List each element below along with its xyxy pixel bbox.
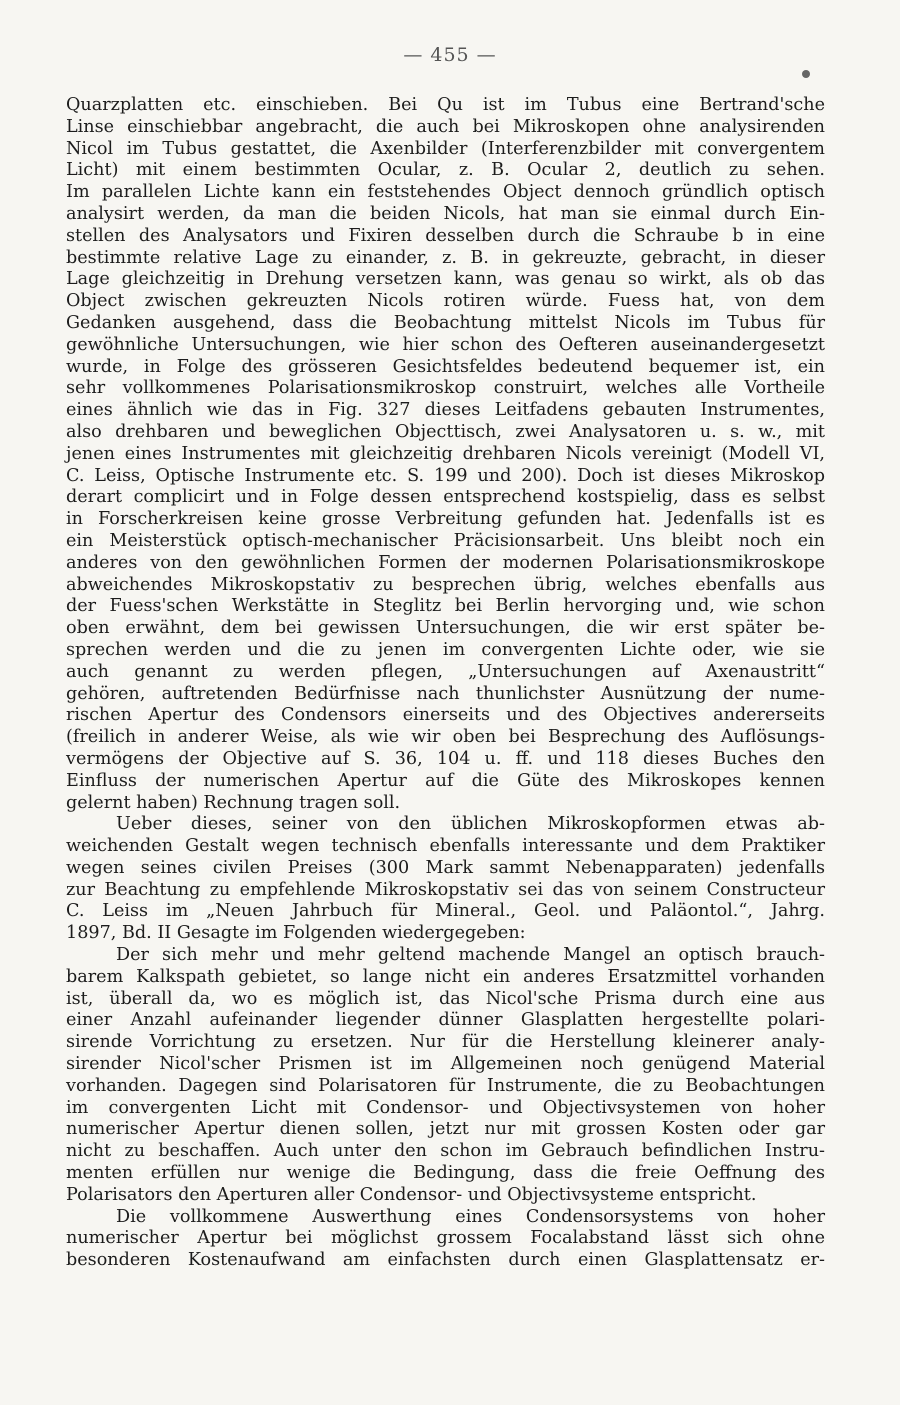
text-line: nicht zu beschaffen. Auch unter den schon im Gebrauch befindlichen Instru- [66,1141,825,1162]
text-line: rischen Apertur des Condensors einerseits und des Objectives andererseits [66,705,825,726]
text-line: Lage gleichzeitig in Drehung versetzen kann, was genau so wirkt, als ob das [66,269,825,290]
text-line: abweichendes Mikroskopstativ zu besprechen übrig, welches ebenfalls aus [66,574,825,595]
text-line: besonderen Kostenaufwand am einfachsten durch einen Glasplattensatz er- [66,1250,825,1271]
text-line: oben erwähnt, dem bei gewissen Untersuchungen, die wir erst später be- [66,618,825,639]
text-line: Einfluss der numerischen Apertur auf die Güte des Mikroskopes kennen [66,770,825,791]
text-line: numerischer Apertur bei möglichst grossem Focalabstand lässt sich ohne [66,1228,825,1249]
text-line: weichenden Gestalt wegen technisch ebenfalls interessante und dem Praktiker [66,836,825,857]
text-line: gewöhnliche Untersuchungen, wie hier schon des Oefteren auseinandergesetzt [66,334,825,355]
text-line: derart complicirt und in Folge dessen entsprechend kostspielig, dass es selbst [66,487,825,508]
text-line: eines ähnlich wie das in Fig. 327 dieses Leitfadens gebauten Instrumentes, [66,400,825,421]
text-line: in Forscherkreisen keine grosse Verbreitung gefunden hat. Jedenfalls ist es [66,509,825,530]
text-line: sprechen werden und die zu jenen im convergenten Lichte oder, wie sie [66,639,825,660]
text-line: 1897, Bd. II Gesagte im Folgenden wiedergegeben: [66,923,526,944]
text-line: sirender Nicol'scher Prismen ist im Allgemeinen noch genügend Material [66,1054,825,1075]
text-line: analysirt werden, da man die beiden Nicols, hat man sie einmal durch Ein- [66,203,825,224]
text-line: stellen des Analysators und Fixiren desselben durch die Schraube b in eine [66,225,825,246]
text-line: Ueber dieses, seiner von den üblichen Mikroskopformen etwas ab- [116,814,825,835]
text-line: barem Kalkspath gebietet, so lange nicht ein anderes Ersatzmittel vorhanden [66,966,825,987]
text-line: C. Leiss, Optische Instrumente etc. S. 199 und 200). Doch ist dieses Mikroskop [66,465,825,486]
text-line: (freilich in anderer Weise, als wie wir oben bei Besprechung des Auflösungs- [66,727,825,748]
text-line: gehören, auftretenden Bedürfnisse nach thunlichster Ausnützung der nume- [66,683,825,704]
text-line: anderes von den gewöhnlichen Formen der modernen Polarisationsmikroskope [66,552,825,573]
text-line: vorhanden. Dagegen sind Polarisatoren für Instrumente, die zu Beobachtungen [66,1075,825,1096]
text-line: der Fuess'schen Werkstätte in Steglitz bei Berlin hervorging und, wie schon [66,596,825,617]
text-line: Object zwischen gekreuzten Nicols rotiren würde. Fuess hat, von dem [66,291,825,312]
body-text [66,95,825,1272]
text-line: sehr vollkommenes Polarisationsmikroskop construirt, welches alle Vortheile [66,378,825,399]
text-line: Der sich mehr und mehr geltend machende Mangel an optisch brauch- [116,945,825,966]
text-line: Die vollkommene Auswerthung eines Condensorsystems von hoher [116,1206,825,1227]
text-line: ist, überall da, wo es möglich ist, das Nicol'sche Prisma durch eine aus [66,988,825,1009]
page-number: — 455 — [403,44,497,66]
text-line: Quarzplatten etc. einschieben. Bei Qu ist im Tubus eine Bertrand'sche [66,95,825,115]
text-line: sirende Vorrichtung zu ersetzen. Nur für die Herstellung kleinerer analy- [66,1032,825,1053]
text-line: also drehbaren und beweglichen Objecttisch, zwei Analysatoren u. s. w., mit [66,421,825,442]
text-line: Polarisators den Aperturen aller Condensor- und Objectivsysteme entspricht. [66,1184,757,1205]
ink-dot [802,70,810,78]
text-line: Nicol im Tubus gestattet, die Axenbilder (Interferenzbilder mit convergentem [66,138,825,159]
text-line: Gedanken ausgehend, dass die Beobachtung mittelst Nicols im Tubus für [66,312,825,333]
text-line: vermögens der Objective auf S. 36, 104 u. ff. und 118 dieses Buches den [66,748,825,769]
text-line: numerischer Apertur dienen sollen, jetzt nur mit grossen Kosten oder gar [66,1119,825,1140]
text-line: bestimmte relative Lage zu einander, z. B. in gekreuzte, gebracht, in dieser [66,247,825,268]
text-line: Linse einschiebbar angebracht, die auch bei Mikroskopen ohne analysirenden [66,116,825,137]
text-line: menten erfüllen nur wenige die Bedingung, dass die freie Oeffnung des [66,1163,825,1184]
text-line: jenen eines Instrumentes mit gleichzeitig drehbaren Nicols vereinigt (Modell VI, [66,443,825,464]
text-line: ein Meisterstück optisch-mechanischer Präcisionsarbeit. Uns bleibt noch ein [66,530,825,551]
text-line: wegen seines civilen Preises (300 Mark sammt Nebenapparaten) jedenfalls [66,857,825,878]
text-line: auch genannt zu werden pflegen, „Untersuchungen auf Axenaustritt“ [66,661,825,682]
text-line: C. Leiss im „Neuen Jahrbuch für Mineral., Geol. und Paläontol.“, Jahrg. [66,901,825,922]
text-line: Licht) mit einem bestimmten Ocular, z. B. Ocular 2, deutlich zu sehen. [66,160,825,181]
text-line: Im parallelen Lichte kann ein feststehendes Object dennoch gründlich optisch [66,182,825,203]
text-line: im convergenten Licht mit Condensor- und Objectivsystemen von hoher [66,1097,825,1118]
text-line: wurde, in Folge des grösseren Gesichtsfeldes bedeutend bequemer ist, ein [66,356,825,377]
text-line: zur Beachtung zu empfehlende Mikroskopstativ sei das von seinem Constructeur [66,879,825,900]
text-line: einer Anzahl aufeinander liegender dünner Glasplatten hergestellte polari- [66,1010,825,1031]
text-line: gelernt haben) Rechnung tragen soll. [66,792,401,813]
